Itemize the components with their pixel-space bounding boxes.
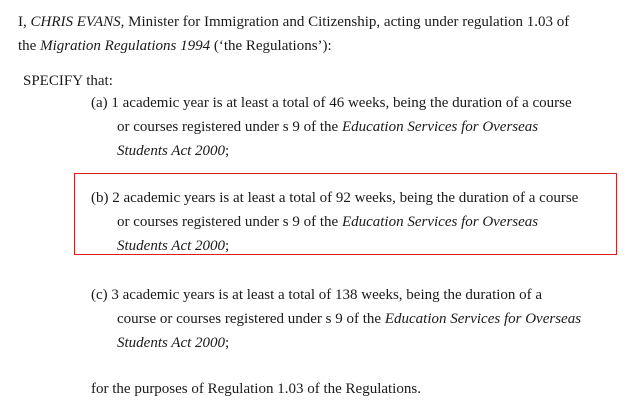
- preamble-line-1: [18, 13, 569, 31]
- item-a-act-title: Education Services for Overseas: [341, 119, 539, 135]
- item-a-line-2: [117, 118, 538, 136]
- minister-name: CHRIS EVANS: [30, 14, 121, 30]
- item-b-line-3: [117, 237, 229, 255]
- item-c-line-3: [117, 334, 229, 352]
- item-a-suffix: ;: [225, 143, 230, 159]
- closing-statement: for the purposes of Regulation 1.03 of the Regulations.: [91, 381, 421, 397]
- item-c-act-title: Education Services for Overseas: [384, 311, 582, 327]
- item-b-act-title-cont: Students Act 2000: [117, 238, 226, 254]
- preamble-line2-suffix: (‘the Regulations’):: [210, 38, 332, 54]
- item-c-act-title-cont: Students Act 2000: [117, 335, 226, 351]
- specify-label: SPECIFY that:: [23, 73, 113, 89]
- item-a-act-title-cont: Students Act 2000: [117, 143, 226, 159]
- preamble-line-2: [18, 37, 332, 55]
- item-b-suffix: ;: [225, 238, 230, 254]
- item-a-line-3: [117, 142, 229, 160]
- item-c-line-1: (c) 3 academic years is at least a total of 138 weeks, being the duration of a: [91, 287, 543, 303]
- item-b-line2-prefix: or courses registered under s 9 of the: [117, 214, 342, 230]
- preamble-line2-prefix: the: [18, 38, 41, 54]
- item-a-line-1: (a) 1 academic year is at least a total of 46 weeks, being the duration of a course: [91, 95, 572, 111]
- item-a-line2-prefix: or courses registered under s 9 of the: [117, 119, 342, 135]
- item-b-line-2: [117, 213, 538, 231]
- item-c-line2-prefix: course or courses registered under s 9 of the: [117, 311, 385, 327]
- preamble-suffix: , Minister for Immigration and Citizenship, acting under regulation 1.03 of: [120, 14, 570, 30]
- regulations-title: Migration Regulations 1994: [40, 38, 211, 54]
- preamble-prefix: I,: [18, 14, 31, 30]
- item-b-act-title: Education Services for Overseas: [341, 214, 539, 230]
- item-b-line-1: (b) 2 academic years is at least a total of 92 weeks, being the duration of a course: [91, 190, 579, 206]
- item-c-line-2: [117, 310, 581, 328]
- item-c-suffix: ;: [225, 335, 230, 351]
